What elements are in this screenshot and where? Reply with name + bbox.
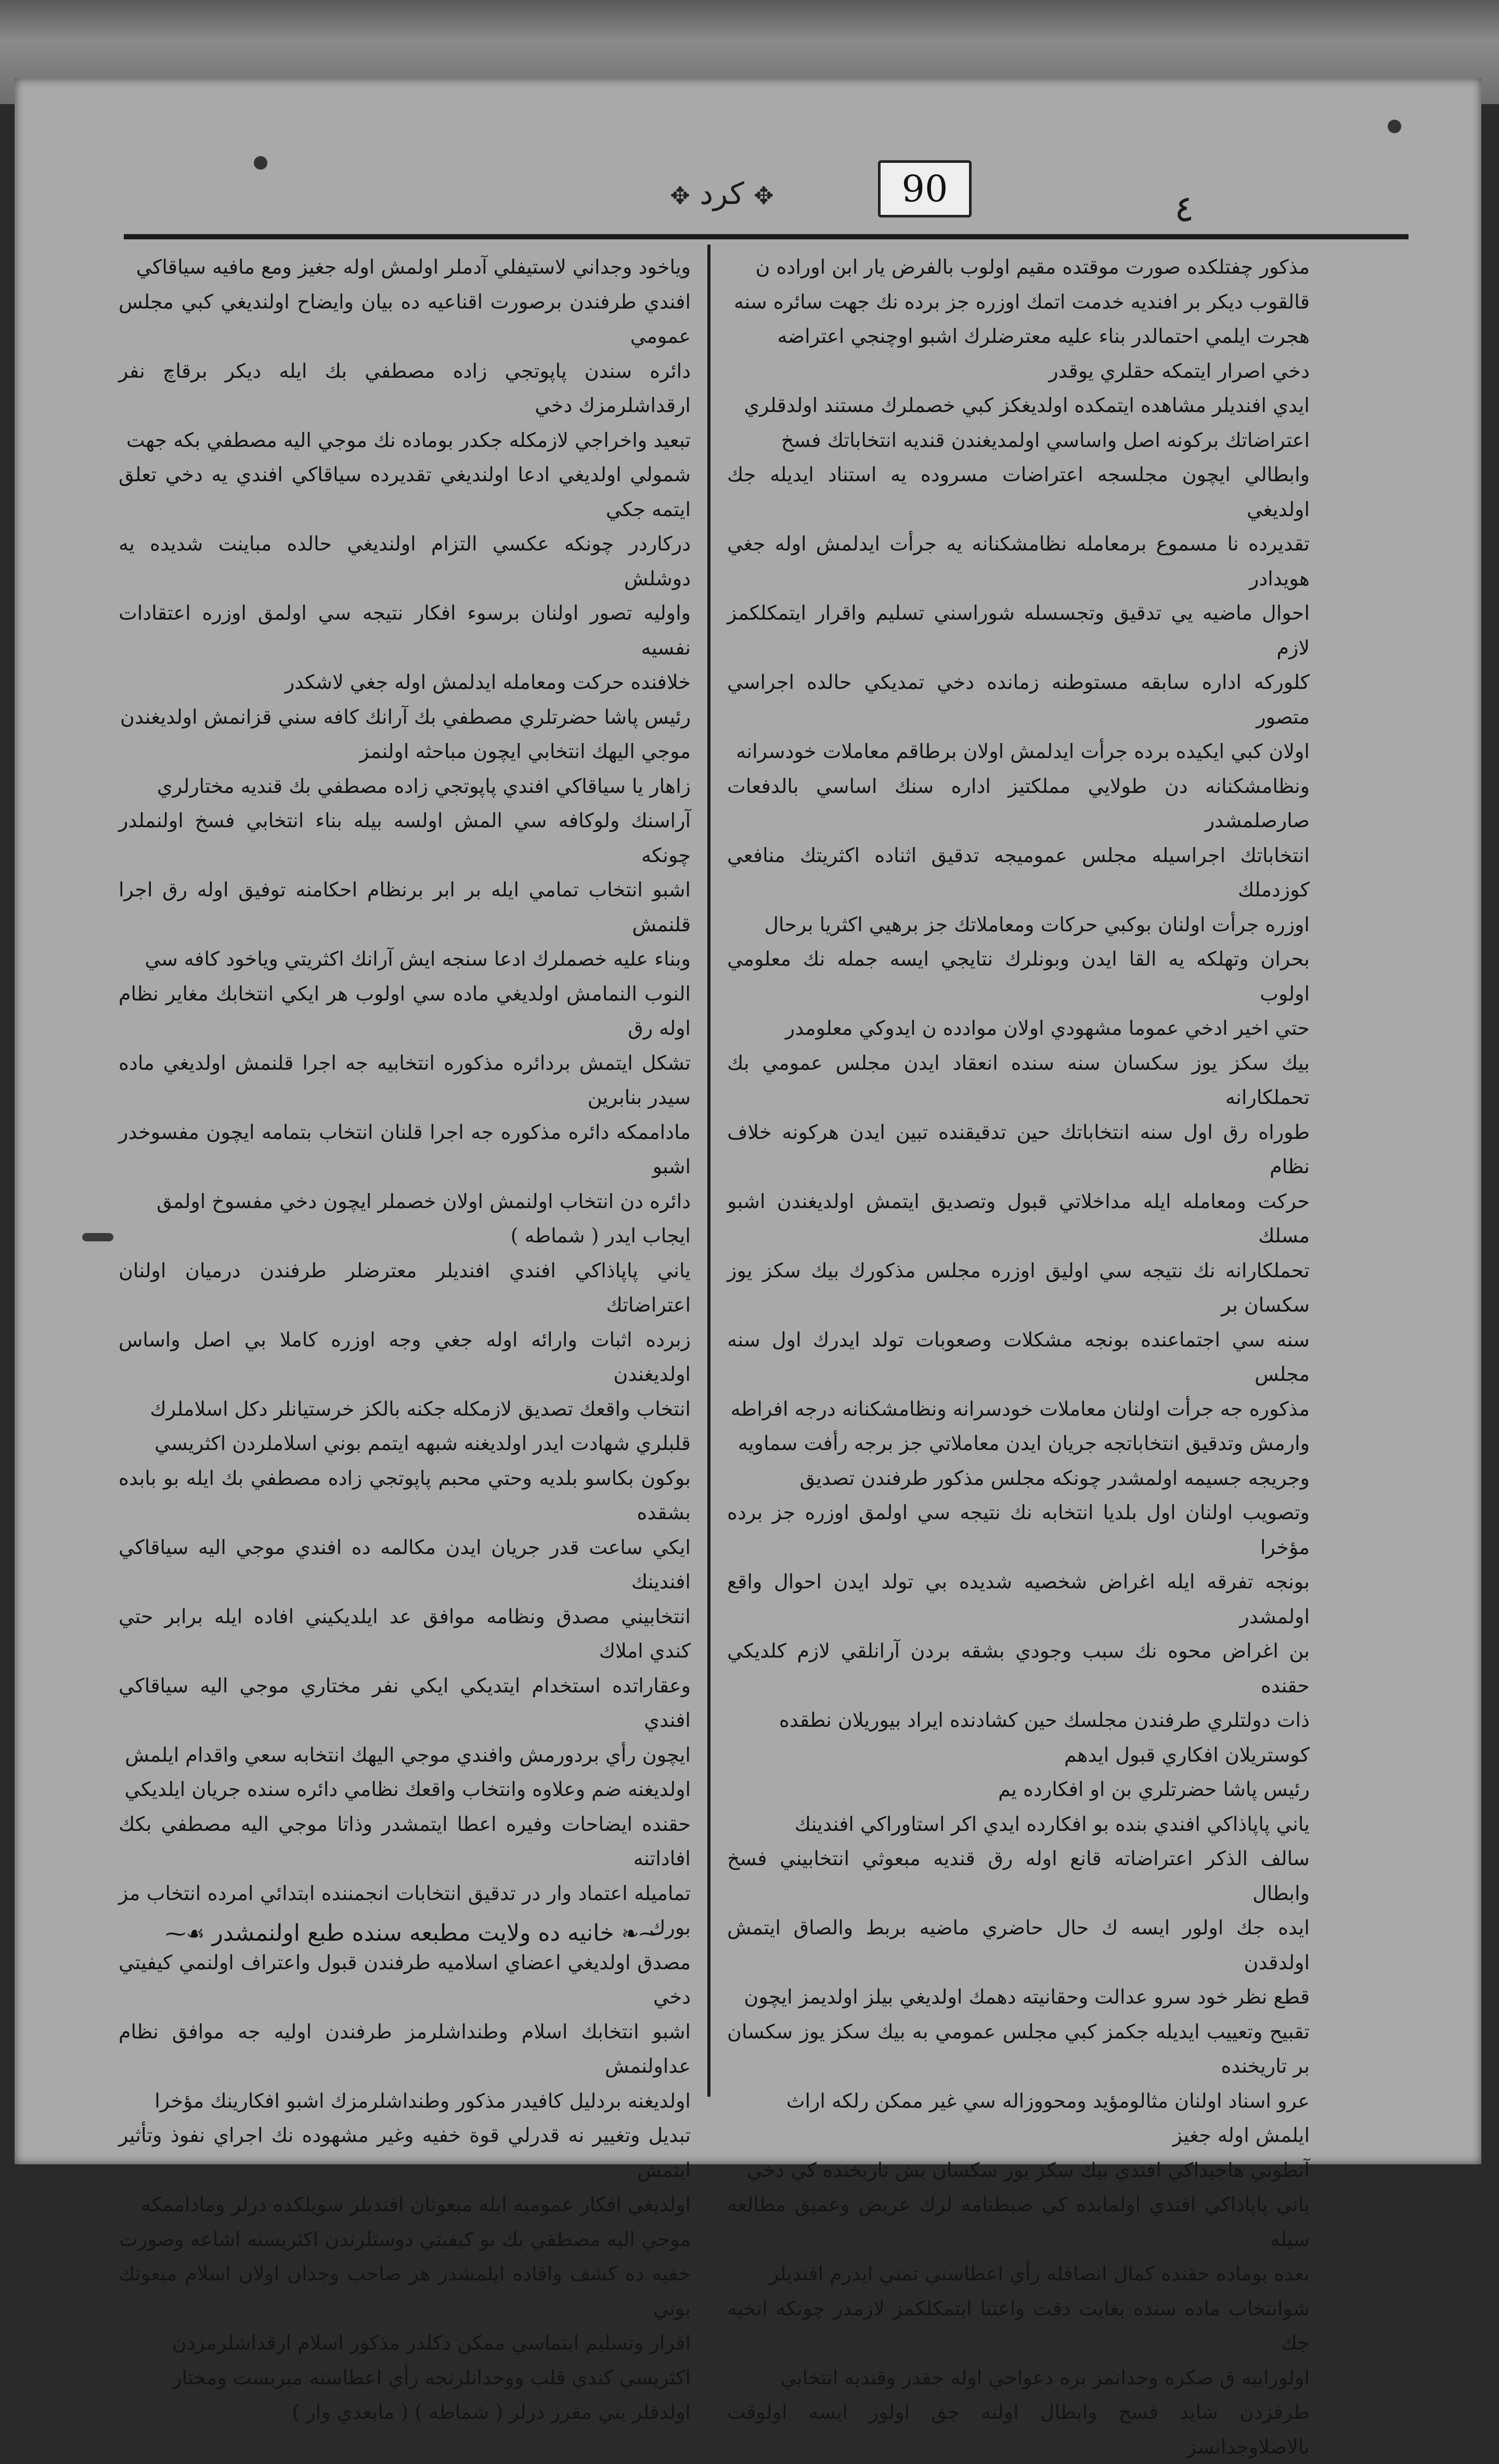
ink-spot	[254, 156, 267, 170]
text-line: زاهار يا سياقاكي افندي پاپوتجي زاده مصطفي بك قنديه مختارلري	[157, 774, 691, 798]
text-line: انتخابيني مصدق ونظامه موافق عد ايلديكيني افاده ايله برابر حتي كندي املاك	[119, 1605, 691, 1662]
text-line: اولان كبي ايكيده برده جرأت ايدلمش اولان برطاقم معاملات خودسرانه	[736, 740, 1310, 763]
text-line: حتي اخير ادخي عموما مشهودي اولان موادده ن ايدوكي معلومدر	[785, 1017, 1310, 1040]
text-line: عرو اسناد اولنان مثالومؤيد ومحووزاله سي غير ممكن رلكه اراث	[786, 2089, 1310, 2112]
text-line: ماداممكه دائره مذكوره جه اجرا قلنان انتخاب بتمامه ايچون مفسوخدر اشبو	[119, 1120, 691, 1178]
text-line: تحملكارانه نك نتيجه سي اوليق اوزره مجلس مذكورك بيك سكز يوز سكسان بر	[727, 1259, 1310, 1316]
text-line: قلبلري شهادت ايدر اولديغنه شبهه ايتمم بوني اسلاملردن اكثريسي	[154, 1432, 691, 1455]
text-line: اولوراييه ق صكره وجدانمز بزه دعواجي اوله جقدر وقنديه انتخابي	[780, 2366, 1310, 2389]
text-line: قالقوب ديكر بر افنديه خدمت اتمك اوزره جز برده نك جهت سائره سنه	[733, 290, 1310, 313]
header-rule	[124, 234, 1408, 239]
text-line: قطع نظر خود سرو عدالت وحقانيته دهمك اولديغي بيلز اولديمز ايچون	[744, 1985, 1310, 2008]
text-line: اشبو انتخاب تمامي ايله بر ابر برنظام احكامنه توفيق اوله رق اجرا قلنمش	[119, 878, 691, 936]
text-line: بحران وتهلكه يه القا ايدن وبونلرك نتايجي ايسه جمله نك معلومي اولوب	[727, 947, 1310, 1005]
imprint-ornament-icon: ⁓❧	[621, 1922, 660, 1946]
text-line: شوانتخاب ماده سنده بغايت دقت واعتنا ايتمكلكمز لازمدر چونكه اتخيه جك	[727, 2296, 1310, 2354]
text-line: موجي اليه مصطفي بك بو كيفيتي دوستلرندن اكثريسنه اشاعه وصورت	[119, 2227, 691, 2251]
column-left	[119, 250, 691, 2430]
text-line: وعقاراتده استخدام ايتديكي ايكي نفر مختاري موجي اليه سياقاكي افندي	[119, 1674, 691, 1731]
text-line: اعتراضاتك بركونه اصل واساسي اولمديغندن قنديه انتخاباتك فسخ	[781, 428, 1310, 452]
text-line: خفيه ده كشف وافاده ايلمشدر هر صاحب وجدان اولان اسلام مبعوثك بوني	[119, 2262, 691, 2320]
text-line: اولديغنه بردليل كافيدر مذكور وطنداشلرمزك اشبو افكارينك مؤخرا	[154, 2089, 691, 2112]
text-line: مصدق اولديغي اعضاي اسلاميه طرفندن قبول واعتراف اولنمي كيفيتي دخي	[119, 1950, 691, 2008]
ink-spot	[1388, 120, 1401, 133]
text-line: رئيس پاشا حضرتلري بن او افكارده يم	[998, 1778, 1310, 1801]
text-line: واوليه تصور اولنان برسوء افكار نتيجه سي اولمق اوزره اعتقادات نفسيه	[119, 601, 691, 659]
column-right	[727, 250, 1310, 2464]
text-line: تشكل ايتمش بردائره مذكوره انتخابيه جه اجرا قلنمش اولديغي ماده سيدر بنابرين	[119, 1051, 691, 1109]
text-line: طوراه رق اول سنه انتخاباتك حين تدقيقنده تبين ايدن هركونه خلاف نظام	[727, 1120, 1310, 1178]
text-line: ونظامشكنانه دن طولايي مملكتيز اداره سنك اساسي بالدفعات صارصلمشدر	[727, 774, 1310, 832]
text-line: اشبو انتخابك اسلام وطنداشلرمز طرفندن اوليه جه موافق نظام عداولنمش	[119, 2020, 691, 2077]
text-line: تبعيد واخراجي لازمكله جكدر بوماده نك موجي اليه مصطفي بكه جهت	[126, 428, 691, 452]
text-line: موجي اليهك انتخابي ايچون مباحثه اولنمز	[359, 740, 691, 763]
text-line: تبديل وتغيير نه قدرلي قوة خفيه وغير مشهوده نك اجراي نفوذ وتأثير ايتمش	[119, 2124, 691, 2181]
text-line: النوب النمامش اولديغي ماده سي اولوب هر ايكي انتخابك مغاير نظام اوله رق	[119, 982, 691, 1040]
text-line: اولدقلر يني مقرر درلر ( شماطه ) ( مابعدي وار )	[292, 2401, 691, 2423]
text-line: دائره دن انتخاب اولنمش اولان خصملر ايچون دخي مفسوخ اولمق	[157, 1189, 691, 1213]
text-line: خلافنده حركت ومعامله ايدلمش اوله جغي لاشكدر	[285, 671, 691, 694]
text-line: اولديغي افكار عموميه ايله مبعوثان افنديلر سويلكده درلر وماداممكه	[141, 2193, 691, 2216]
text-line: ايچون رأي بردورمش وافندي موجي اليهك انتخابه سعي واقدام ايلمش	[125, 1743, 691, 1766]
ornament-left-icon: ✥	[754, 182, 774, 210]
text-line: رئيس پاشا حضرتلري مصطفي بك آرانك كافه سني قزانمش اولديغندن	[120, 705, 691, 728]
text-line: بيك سكز يوز سكسان سنه سنده انعقاد ايدن مجلس عمومي بك تحملكارانه	[727, 1051, 1310, 1109]
imprint-ornament-icon: ☙⁓	[165, 1922, 205, 1946]
column-divider	[707, 245, 710, 2097]
text-line: انتخاباتك اجراسيله مجلس عموميجه تدقيق اثناده اكثريتك منافعي كوزدملك	[727, 843, 1310, 901]
text-line: اقرار وتسليم ايتماسي ممكن دكلدر مذكور اسلام ارقداشلرمزدن	[172, 2331, 691, 2354]
text-line: ياني پاپاذاكي افندي بنده بو افكارده ايدي اكر استاوراكي افندينك	[794, 1812, 1310, 1836]
text-line: بونجه تفرقه ايله اغراض شخصيه شديده بي تولد ايدن احوال واقع اولمشدر	[727, 1570, 1310, 1628]
text-line: آراسنك ولوكافه سي المش اولسه بيله بناء انتخابي فسخ اولنملدر چونكه	[119, 809, 691, 867]
text-line: دركاردر چونكه عكسي التزام اولنديغي حالده مباينت شديده يه دوشلش	[119, 532, 691, 590]
text-line: بعده بوماده حقنده كمال انصافله رأي اعطاسني تمني ايدرم افنديلر	[769, 2262, 1310, 2285]
text-line: تماميله اعتماد وار در تدقيق انتخابات انجمننده ابتدائي امرده انتخاب مز بورك	[119, 1881, 691, 1939]
text-line: انتخاب واقعك تصديق لازمكله جكنه بالكز خرستيانلر دكل اسلاملرك	[150, 1397, 691, 1420]
text-line: اكثريسي كندي قلب ووجدانلرنجه رأي اعطاسنه مبربست ومختار	[172, 2366, 691, 2389]
text-line: حقنده ايضاحات وفيره اعطا ايتمشدر وذاتا موجي اليه مصطفي بكك افاداتنه	[119, 1812, 691, 1870]
text-line: ايلمش اوله جغيز	[1172, 2124, 1310, 2147]
text-line: كوستريلان افكاري قبول ايدهم	[1064, 1743, 1310, 1766]
imprint-text: خانيه ده ولايت مطبعه سنده طبع اولنمشدر	[212, 1920, 614, 1946]
paper-name: كرد	[700, 176, 744, 211]
text-line: طرفزدن شايد فسخ وابطال اولنه جق اولور ايسه اولوقت بالاصلاوجدانسز	[727, 2401, 1310, 2458]
text-line: وبناء عليه خصملرك ادعا سنجه ايش آرانك اكثريتي وياخود كافه سي	[145, 947, 691, 970]
text-line: ذات دولتلري طرفندن مجلسك حين كشادنده ايراد بيوريلان نطقده	[779, 1709, 1310, 1731]
text-line: آنطوني هاجيداكي افندي بيك سكز يوز سكسان بش تاريخنده كي دخي	[746, 2158, 1310, 2181]
text-line: تقديرده نا مسموع برمعامله نظامشكنانه يه جرأت ايدلمش اوله جغي هويدادر	[727, 532, 1310, 590]
text-line: بن اغراض محوه نك سبب وجودي بشقه بردن آرانلقي لازم كلديكي حقنده	[727, 1639, 1310, 1697]
text-line: سالف الذكر اعتراضاته قانع اوله رق قنديه مبعوثي انتخابيني فسخ وابطال	[727, 1847, 1310, 1905]
text-line: احوال ماضيه يي تدقيق وتجسسله شوراسني تسليم واقرار ايتمكلكمز لازم	[727, 601, 1310, 659]
text-line: اولديغنه ضم وعلاوه وانتخاب واقعك نظامي دائره سنده جريان ايلديكي	[124, 1778, 691, 1801]
text-line: ياني پاپاذاكي افندي افنديلر معترضلر طرفندن درميان اولنان اعتراضاتك	[119, 1259, 691, 1316]
text-line: ايجاب ايدر ( شماطه )	[510, 1224, 691, 1247]
text-line: سنه سي اجتماعنده بونجه مشكلات وصعوبات تولد ايدرك اول سنه مجلس	[727, 1328, 1310, 1385]
text-line: شمولي اولديغي ادعا اولنديغي تقديرده سياقاكي افندي يه دخي تعلق ايتمه جكي	[119, 463, 691, 521]
text-line: بوكون بكاسو بلديه وحتي محبم پاپوتجي زاده مصطفي بك ايله بو بابده بشقده	[119, 1466, 691, 1524]
text-line: كلوركه اداره سابقه مستوطنه زمانده دخي تمديكي حالده اجراسي متصور	[727, 671, 1310, 728]
text-line: وابطالي ايچون مجلسجه اعتراضات مسروده يه استناد ايديله جك اولديغي	[727, 463, 1310, 521]
text-line: وياخود وجداني لاستيفلي آدملر اولمش اوله جغيز ومع مافيه سياقاكي	[136, 255, 691, 278]
text-line: ايكي ساعت قدر جريان ايدن مكالمه ده افندي موجي اليه سياقاكي افندينك	[119, 1535, 691, 1593]
text-line: وارمش وتدقيق انتخاباتجه جريان ايدن معاملاتي جز برجه رأفت سماويه	[738, 1432, 1310, 1455]
text-line: افندي طرفندن برصورت اقناعيه ده بيان وايضاح اولنديغي كبي مجلس عمومي	[119, 290, 691, 348]
ornament-right-icon: ✥	[670, 182, 690, 210]
newspaper-page	[15, 78, 1481, 2458]
page-number-left: ٤	[1174, 187, 1194, 230]
text-line: تقبيح وتعييب ايديله جكمز كبي مجلس عمومي به بيك سكز يوز سكسان بر تاريخنده	[727, 2020, 1310, 2077]
text-line: مذكوره جه جرأت اولنان معاملات خودسرانه ونظامشكنانه درجه افراطه	[730, 1397, 1310, 1420]
text-line: مذكور چفتلكده صورت موقتده مقيم اولوب بالفرض يار ابن اوراده ن	[755, 255, 1310, 278]
text-line: دائره سندن پاپوتجي زاده مصطفي بك ايله ديكر برقاچ نفر ارقداشلرمزك دخي	[119, 359, 691, 417]
text-line: ايده جك اولور ايسه ك حال حاضري ماضيه بربط والصاق ايتمش اولدقدن	[727, 1916, 1310, 1974]
printer-imprint	[150, 1920, 675, 1961]
ink-smudge	[82, 1233, 113, 1241]
text-line: حركت ومعامله ايله مداخلاتي قبول وتصديق ايتمش اولديغندن اشبو مسلك	[727, 1189, 1310, 1247]
text-line: زبرده اثبات وارائه اوله جغي وجه اوزره كاملا بي اصل واساس اولديغندن	[119, 1328, 691, 1385]
text-line: ياني پاپاذاكي افندي اولمابده كي ضبطنامه لرك عريض وعميق مطالعه سيله	[727, 2193, 1310, 2251]
text-line: اوزره جرأت اولنان بوكبي حركات ومعاملاتك جز برهيي اكثريا برحال	[764, 913, 1310, 936]
masthead-title	[628, 176, 816, 223]
page-number-box: 90	[878, 160, 972, 217]
text-line: هجرت ايلمي احتمالدر بناء عليه معترضلرك اشبو اوچنجي اعتراضه	[777, 325, 1310, 348]
text-line: وجريجه جسيمه اولمشدر چونكه مجلس مذكور طرفندن تصديق	[799, 1466, 1310, 1490]
text-line: وتصويب اولنان اول بلديا انتخابه نك نتيجه سي اولمق اوزره جز برده مؤخرا	[727, 1501, 1310, 1559]
text-line: ايدي افنديلر مشاهده ايتمكده اولديغكز كبي خصملرك مستند اولدقلري	[744, 394, 1310, 417]
text-line: دخي اصرار ايتمكه حقلري يوقدر	[1049, 359, 1310, 382]
